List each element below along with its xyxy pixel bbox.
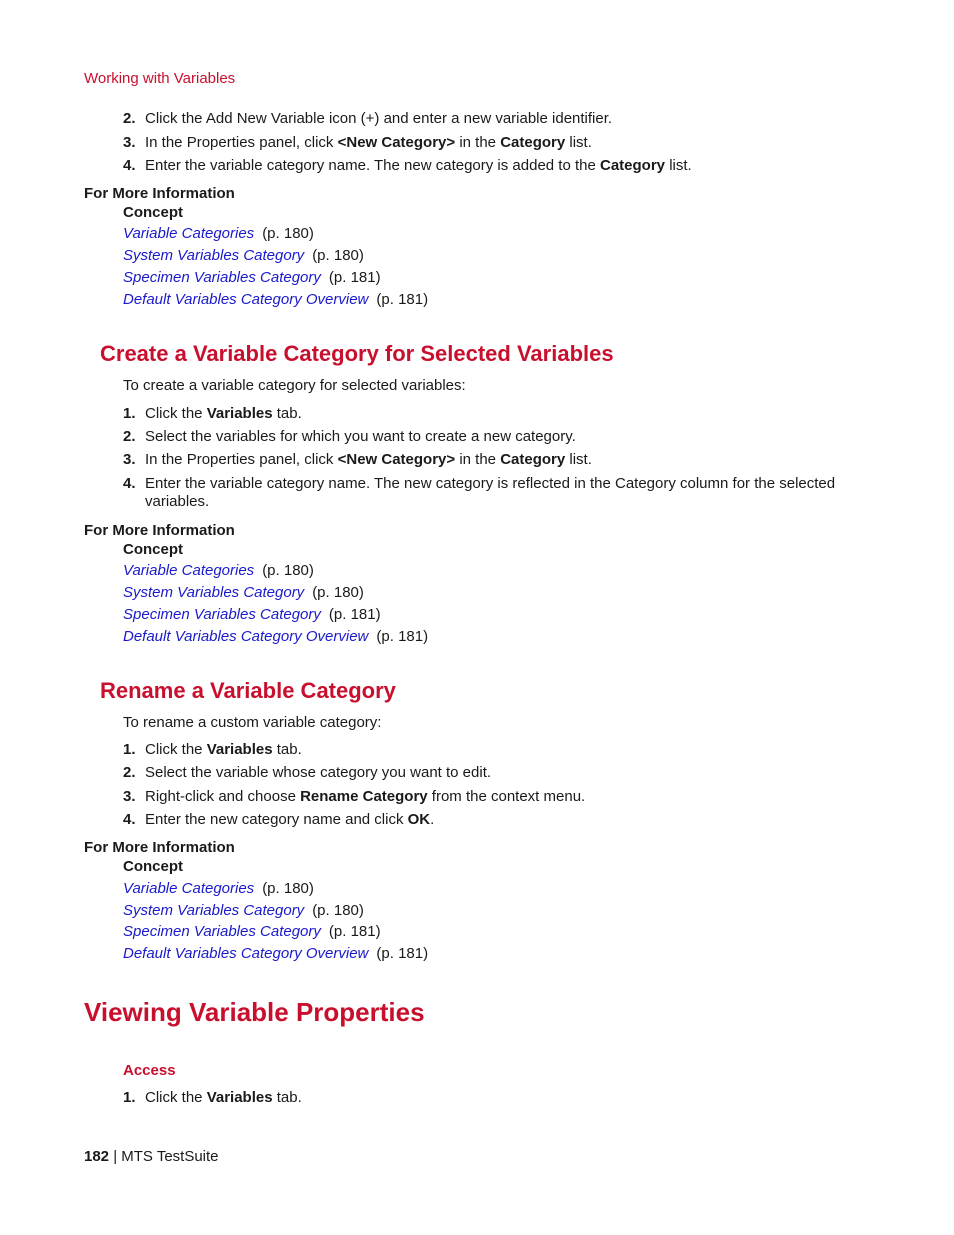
- access-heading: Access: [123, 1062, 176, 1079]
- link-row: Default Variables Category Overview (p. 181): [123, 628, 429, 645]
- section-heading-rename-category: Rename a Variable Category: [100, 678, 396, 703]
- step-3: 3. In the Properties panel, click <New Category> in the Category list.: [123, 451, 592, 468]
- intro-text: To rename a custom variable category:: [123, 714, 382, 731]
- for-more-information-heading: For More Information: [84, 839, 235, 856]
- step-3: 3. Right-click and choose Rename Category from the context menu.: [123, 788, 586, 805]
- link-default-variables-category-overview[interactable]: Default Variables Category Overview: [123, 945, 369, 962]
- step-1: 1. Click the Variables tab.: [123, 741, 302, 758]
- step-2: 2. Click the Add New Variable icon (+) and enter a new variable identifier.: [123, 110, 613, 127]
- link-system-variables-category[interactable]: System Variables Category: [123, 584, 305, 601]
- link-row: System Variables Category (p. 180): [123, 902, 364, 919]
- link-variable-categories[interactable]: Variable Categories: [123, 562, 255, 579]
- link-row: System Variables Category (p. 180): [123, 584, 364, 601]
- step-2: 2. Select the variables for which you want to create a new category.: [123, 428, 576, 445]
- chapter-heading-viewing-properties: Viewing Variable Properties: [84, 997, 425, 1027]
- page-number: 182: [84, 1148, 110, 1165]
- link-row: Variable Categories (p. 180): [123, 562, 314, 579]
- page-footer: 182 | MTS TestSuite: [84, 1148, 219, 1165]
- step-4: 4. Enter the new category name and click OK.: [123, 811, 435, 828]
- link-row: Specimen Variables Category (p. 181): [123, 269, 381, 286]
- link-row: System Variables Category (p. 180): [123, 247, 364, 264]
- link-system-variables-category[interactable]: System Variables Category: [123, 902, 305, 919]
- concept-heading: Concept: [123, 858, 183, 875]
- step-1: 1. Click the Variables tab.: [123, 1089, 302, 1106]
- link-variable-categories[interactable]: Variable Categories: [123, 880, 255, 897]
- link-row: Variable Categories (p. 180): [123, 225, 314, 242]
- step-2: 2. Select the variable whose category you want to edit.: [123, 764, 492, 781]
- link-row: Specimen Variables Category (p. 181): [123, 606, 381, 623]
- link-specimen-variables-category[interactable]: Specimen Variables Category: [123, 923, 321, 940]
- link-row: Specimen Variables Category (p. 181): [123, 923, 381, 940]
- link-row: Variable Categories (p. 180): [123, 880, 314, 897]
- for-more-information-heading: For More Information: [84, 185, 235, 202]
- concept-heading: Concept: [123, 541, 183, 558]
- link-row: Default Variables Category Overview (p. 181): [123, 945, 429, 962]
- link-specimen-variables-category[interactable]: Specimen Variables Category: [123, 606, 321, 623]
- for-more-information-heading: For More Information: [84, 522, 235, 539]
- link-system-variables-category[interactable]: System Variables Category: [123, 247, 305, 264]
- link-row: Default Variables Category Overview (p. 181): [123, 291, 429, 308]
- link-default-variables-category-overview[interactable]: Default Variables Category Overview: [123, 628, 369, 645]
- running-header: Working with Variables: [84, 70, 236, 87]
- step-4: 4. Enter the variable category name. The new category is added to the Category list.: [123, 157, 692, 174]
- doc-title: MTS TestSuite: [121, 1148, 219, 1165]
- link-specimen-variables-category[interactable]: Specimen Variables Category: [123, 269, 321, 286]
- step-1: 1. Click the Variables tab.: [123, 405, 302, 422]
- step-4: 4. Enter the variable category name. The new category is reflected in the Category column for the selected variables.: [123, 475, 836, 510]
- link-variable-categories[interactable]: Variable Categories: [123, 225, 255, 242]
- intro-text: To create a variable category for selected variables:: [123, 377, 466, 394]
- concept-heading: Concept: [123, 204, 183, 221]
- step-3: 3. In the Properties panel, click <New Category> in the Category list.: [123, 134, 592, 151]
- section-heading-create-category: Create a Variable Category for Selected Variables: [100, 341, 614, 366]
- link-default-variables-category-overview[interactable]: Default Variables Category Overview: [123, 291, 369, 308]
